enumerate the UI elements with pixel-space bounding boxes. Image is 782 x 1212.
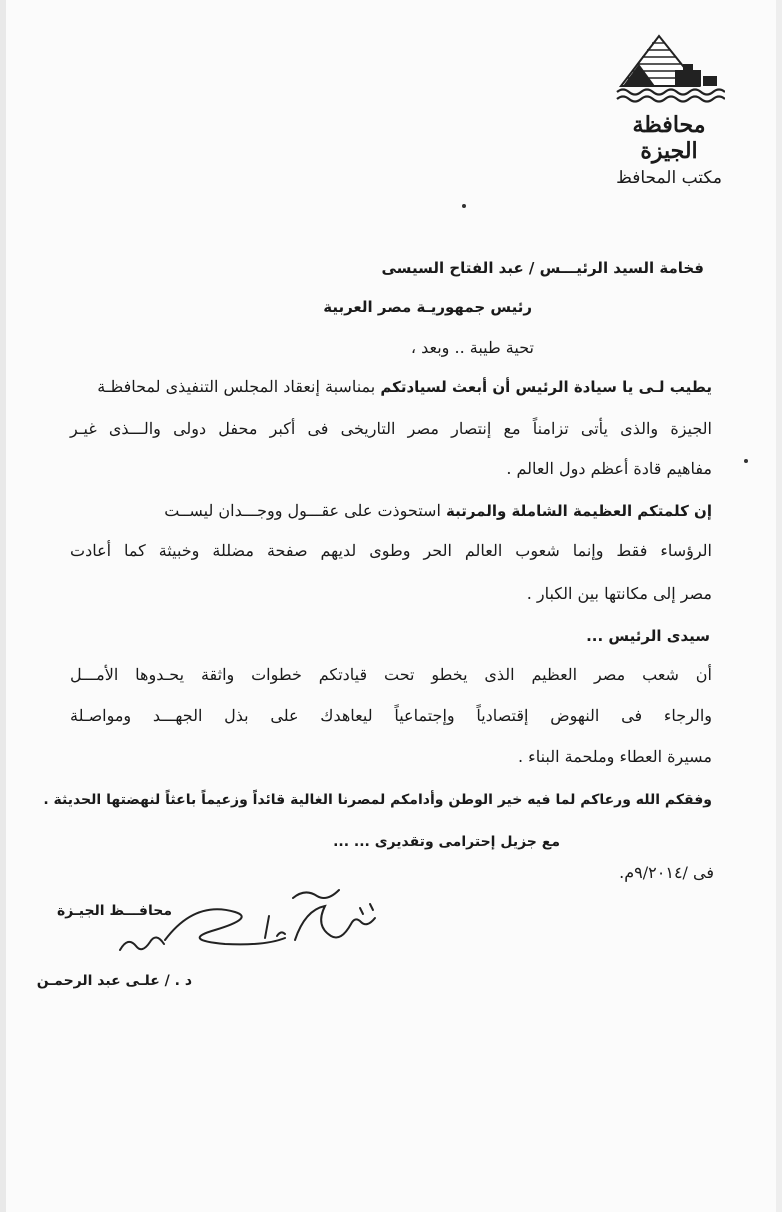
paragraph-1-line-3: مفاهيم قادة أعظم دول العالم . [506, 459, 712, 478]
letterhead [604, 28, 734, 188]
paragraph-1-line-1 [79, 376, 712, 398]
governorate-name: محافظة الجيزة [632, 112, 706, 164]
page-edge-right [776, 0, 782, 1212]
office-name: مكتب المحافظ [616, 168, 722, 188]
addressee-line: فخامة السيد الرئيـــس / عبد الفتاح السيسى [381, 259, 704, 277]
page-edge-left [0, 0, 6, 1212]
giza-pyramids-logo-icon [613, 28, 725, 110]
paragraph-3-line-3: مسيرة العطاء وملحمة البناء . [518, 747, 712, 766]
paragraph-1-lead: يطيب لـى يا سيادة الرئيس أن أبعث لسيادتكم [380, 378, 712, 396]
handwritten-signature [115, 880, 385, 960]
signature-title: محافـــظ الجيـزة [56, 903, 172, 919]
paragraph-2-line-3: مصر إلى مكانتها بين الكبار . [526, 584, 712, 603]
closing-wish: وفقكم الله ورعاكم لما فيه خير الوطن وأدامكم لمصرنا الغالية قائداً وزعيماً باعثاً لنهضتها الحديثة . [43, 792, 712, 808]
paragraph-2-line-1-text: استحوذت على عقـــول ووجـــدان ليســت [164, 501, 441, 520]
addressee-title: رئيس جمهوريـة مصر العربية [323, 298, 532, 316]
date: فى /٩/٢٠١٤م. [619, 863, 714, 882]
signature-name: د . / علـى عبد الرحمـن [36, 973, 192, 989]
regards: مع جزيل إحترامى وتقديرى ... ... [333, 834, 560, 850]
paragraph-1-line-2: الجيزة والذى يأتى تزامناً مع إنتصار مصر التاريخى فى أكبر محفل دولى والـــذى غيـر [70, 419, 712, 438]
salutation: سيدى الرئيس ... [586, 627, 710, 645]
paragraph-2-line-1 [70, 500, 712, 522]
paragraph-2-line-2: الرؤساء فقط وإنما شعوب العالم الحر وطوى لديهم صفحة مضللة وخبيثة كما أعادت [70, 541, 712, 560]
speck [462, 204, 466, 208]
speck [744, 459, 748, 463]
paragraph-3-line-1: أن شعب مصر العظيم الذى يخطو تحت قيادتكم خطوات واثقة يحـدوها الأمـــل [70, 665, 712, 684]
paragraph-1-line-1-text: بمناسبة إنعقاد المجلس التنفيذى لمحافظـة [97, 377, 376, 396]
greeting: تحية طيبة .. وبعد ، [410, 338, 534, 357]
paragraph-3-line-2: والرجاء فى النهوض إقتصادياً وإجتماعياً ليعاهدك على بذل الجهـــد ومواصـلة [70, 706, 713, 725]
paragraph-2-lead: إن كلمتكم العظيمة الشاملة والمرتبة [446, 502, 712, 520]
